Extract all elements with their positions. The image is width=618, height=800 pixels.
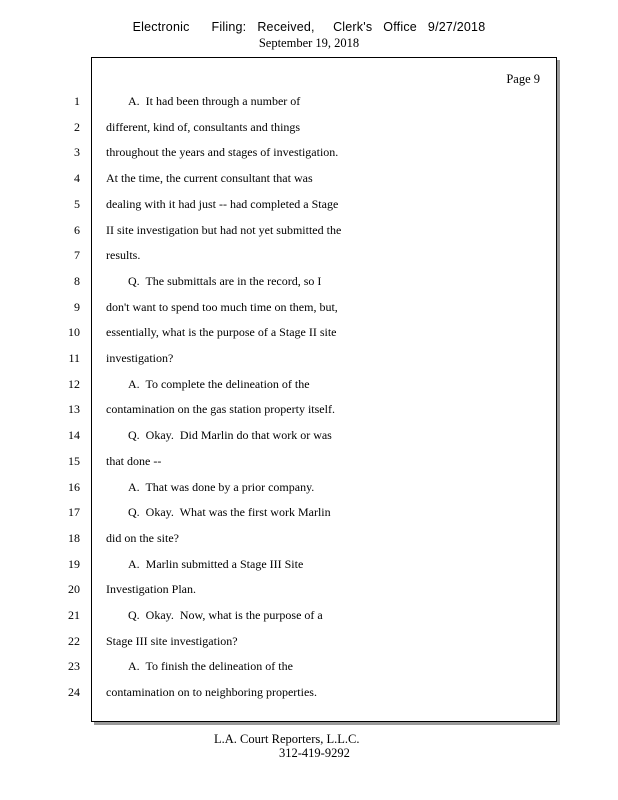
line-number: 6 [74,223,80,237]
page-number: Page 9 [506,72,540,86]
transcript-line-text: II site investigation but had not yet submitted the [106,223,342,237]
line-number: 13 [68,402,80,416]
transcript-line-text: A. To complete the delineation of the [128,377,310,391]
transcript-line-text: A. That was done by a prior company. [128,480,315,494]
line-number: 18 [68,531,80,545]
line-number: 8 [74,274,80,288]
transcript-line-text: contamination on to neighboring properties. [106,685,317,699]
line-number: 5 [74,197,80,211]
line-number: 7 [74,248,80,262]
line-number: 2 [74,120,80,134]
filing-stamp: Electronic Filing: Received, Clerk's Office 9/27/2018 [132,20,486,34]
transcript-line-text: contamination on the gas station property itself. [106,402,335,416]
transcript-line-text: Investigation Plan. [106,582,196,596]
reporter-phone: 312-419-9292 [279,746,350,760]
transcript-line-text: Q. Okay. Did Marlin do that work or was [128,428,332,442]
line-number: 21 [68,608,80,622]
transcript-line-text: don't want to spend too much time on them, but, [106,300,338,314]
line-number: 3 [74,145,80,159]
line-number: 22 [68,634,80,648]
transcript-line-text: Q. The submittals are in the record, so I [128,274,322,288]
line-number: 11 [68,351,80,365]
line-number: 12 [68,377,80,391]
transcript-line-text: dealing with it had just -- had completed a Stage [106,197,339,211]
reporter-company: L.A. Court Reporters, L.L.C. [214,732,360,746]
transcript-line-text: did on the site? [106,531,179,545]
line-number: 15 [68,454,80,468]
transcript-line-text: essentially, what is the purpose of a Stage II site [106,325,337,339]
line-number: 23 [68,659,80,673]
line-number: 10 [68,325,80,339]
line-number: 16 [68,480,80,494]
transcript-line-text: Q. Okay. Now, what is the purpose of a [128,608,323,622]
line-number: 20 [68,582,80,596]
transcript-line-text: Q. Okay. What was the first work Marlin [128,505,331,519]
filing-date: September 19, 2018 [258,36,360,50]
transcript-line-text: A. It had been through a number of [128,94,301,108]
transcript-line-text: Stage III site investigation? [106,634,238,648]
line-number: 14 [68,428,80,442]
transcript-line-text: A. To finish the delineation of the [128,659,293,673]
transcript-line-text: throughout the years and stages of investigation. [106,145,339,159]
line-number: 1 [74,94,80,108]
line-number: 24 [68,685,80,699]
line-number: 4 [74,171,80,185]
line-number: 19 [68,557,80,571]
transcript-line-text: A. Marlin submitted a Stage III Site [128,557,304,571]
line-number: 17 [68,505,80,519]
transcript-line-text: different, kind of, consultants and things [106,120,301,134]
transcript-line-text: results. [106,248,141,262]
transcript-line-text: that done -- [106,454,162,468]
transcript-line-text: At the time, the current consultant that was [106,171,313,185]
line-number: 9 [74,300,80,314]
transcript-line-text: investigation? [106,351,174,365]
